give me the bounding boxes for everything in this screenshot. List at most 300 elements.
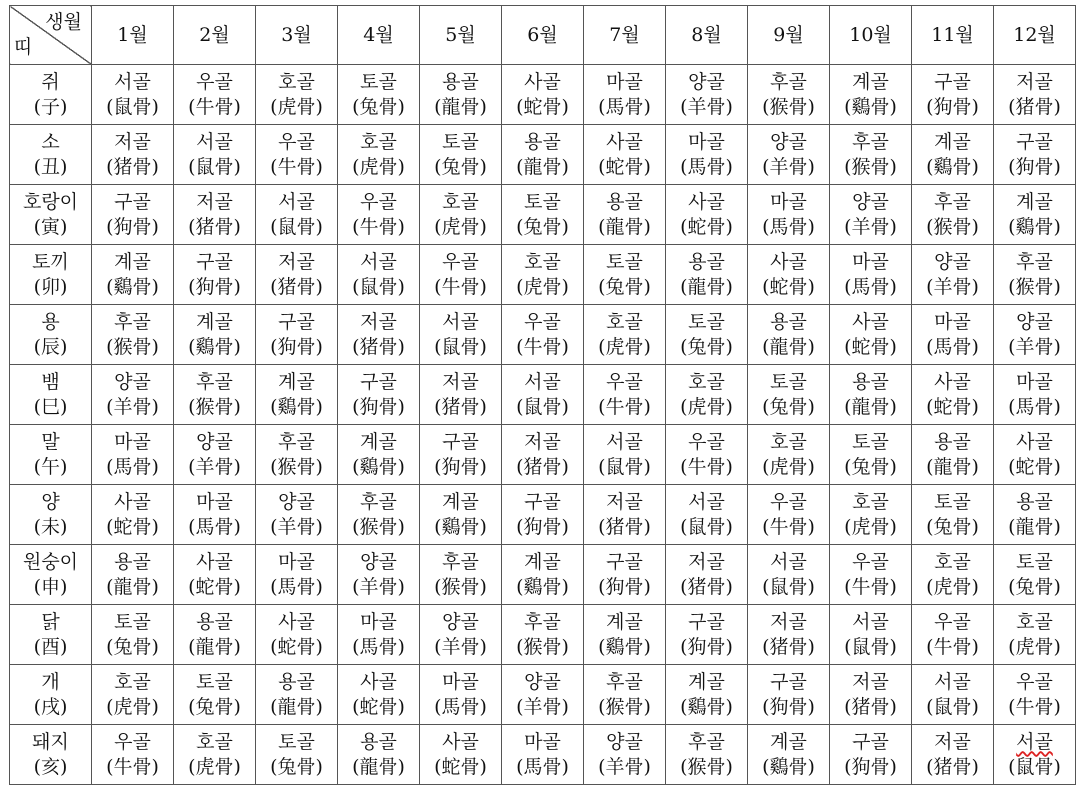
bone-name: 서골: [934, 670, 971, 693]
bone-hanja: (猴骨): [1008, 275, 1061, 298]
bone-name: 용골: [606, 190, 643, 213]
month-header: 5월: [420, 6, 502, 65]
zodiac-hanja: (辰): [33, 335, 68, 358]
bone-cell: [748, 605, 830, 665]
bone-hanja: (猴骨): [352, 515, 405, 538]
zodiac-cell: [10, 665, 92, 725]
bone-hanja: (鷄骨): [598, 635, 651, 658]
bone-hanja: (羊骨): [1008, 335, 1061, 358]
bone-hanja: (猴骨): [844, 155, 897, 178]
bone-name: 양골: [934, 250, 971, 273]
bone-cell: [338, 425, 420, 485]
bone-name: 계골: [278, 370, 315, 393]
bone-name: 계골: [360, 430, 397, 453]
bone-hanja: (牛骨): [926, 635, 979, 658]
bone-cell: [830, 425, 912, 485]
bone-hanja: (猴骨): [106, 335, 159, 358]
bone-hanja: (猪骨): [516, 455, 569, 478]
bone-cell: [584, 245, 666, 305]
bone-cell: [338, 305, 420, 365]
bone-cell: [994, 545, 1076, 605]
bone-hanja: (猪骨): [434, 395, 487, 418]
bone-hanja: (兔骨): [762, 395, 815, 418]
bone-name: 우골: [606, 370, 643, 393]
bone-hanja: (狗骨): [352, 395, 405, 418]
bone-hanja: (狗骨): [270, 335, 323, 358]
bone-name: 후골: [114, 310, 151, 333]
zodiac-bone-table: [9, 5, 1076, 785]
bone-hanja: (兔骨): [516, 215, 569, 238]
bone-name: 사골: [1016, 430, 1053, 453]
bone-name: 용골: [770, 310, 807, 333]
bone-hanja: (鷄骨): [106, 275, 159, 298]
bone-name: 후골: [934, 190, 971, 213]
bone-cell: [994, 125, 1076, 185]
bone-hanja: (羊骨): [762, 155, 815, 178]
bone-cell: [338, 545, 420, 605]
bone-cell: [338, 725, 420, 785]
bone-hanja: (兔骨): [1008, 575, 1061, 598]
bone-hanja: (蛇骨): [844, 335, 897, 358]
bone-name: 토골: [852, 430, 889, 453]
bone-name: 저골: [524, 430, 561, 453]
bone-name: 마골: [196, 490, 233, 513]
bone-cell: [748, 305, 830, 365]
bone-cell: [584, 665, 666, 725]
bone-name: 후골: [770, 70, 807, 93]
bone-name: 서골: [114, 70, 151, 93]
bone-hanja: (兔骨): [352, 95, 405, 118]
bone-cell: [994, 185, 1076, 245]
bone-cell: [584, 365, 666, 425]
bone-name: 용골: [114, 550, 151, 573]
bone-name: 서골: [278, 190, 315, 213]
zodiac-name: 닭: [41, 610, 60, 633]
bone-name: 후골: [524, 610, 561, 633]
bone-hanja: (馬骨): [188, 515, 241, 538]
bone-name: 용골: [852, 370, 889, 393]
bone-name: 구골: [770, 670, 807, 693]
bone-hanja: (鷄骨): [844, 95, 897, 118]
bone-cell: [912, 365, 994, 425]
bone-cell: [912, 665, 994, 725]
bone-hanja: (馬骨): [434, 695, 487, 718]
bone-name: 계골: [114, 250, 151, 273]
bone-name: 구골: [852, 730, 889, 753]
bone-hanja: (猪骨): [926, 755, 979, 778]
bone-cell: [502, 725, 584, 785]
bone-cell: [256, 545, 338, 605]
bone-hanja: (馬骨): [926, 335, 979, 358]
bone-name: 용골: [1016, 490, 1053, 513]
bone-hanja: (兔骨): [926, 515, 979, 538]
bone-hanja: (鷄骨): [188, 335, 241, 358]
bone-cell: [502, 245, 584, 305]
bone-hanja: (牛骨): [844, 575, 897, 598]
bone-cell: [748, 725, 830, 785]
bone-name: 우골: [196, 70, 233, 93]
bone-cell: [748, 125, 830, 185]
bone-name: 마골: [524, 730, 561, 753]
bone-hanja: (羊骨): [434, 635, 487, 658]
bone-name: 마골: [688, 130, 725, 153]
bone-cell: [338, 125, 420, 185]
bone-hanja: (猴骨): [680, 755, 733, 778]
bone-name: 호골: [524, 250, 561, 273]
bone-name: 양골: [852, 190, 889, 213]
bone-name: 계골: [934, 130, 971, 153]
bone-name: 호골: [196, 730, 233, 753]
bone-hanja: (鼠骨): [106, 95, 159, 118]
bone-name: 양골: [770, 130, 807, 153]
bone-name: 서골: [770, 550, 807, 573]
bone-name: 양골: [1016, 310, 1053, 333]
bone-hanja: (狗骨): [844, 755, 897, 778]
bone-cell: [748, 425, 830, 485]
bone-cell: [502, 665, 584, 725]
bone-hanja: (馬骨): [516, 755, 569, 778]
bone-cell: [994, 605, 1076, 665]
zodiac-name: 쥐: [41, 70, 60, 93]
bone-cell: [420, 425, 502, 485]
bone-name: 구골: [524, 490, 561, 513]
bone-cell: [666, 245, 748, 305]
bone-hanja: (龍骨): [762, 335, 815, 358]
bone-cell: [420, 245, 502, 305]
bone-cell: [830, 725, 912, 785]
bone-cell: [830, 125, 912, 185]
bone-cell: [584, 605, 666, 665]
bone-name: 우골: [114, 730, 151, 753]
bone-hanja: (虎骨): [188, 755, 241, 778]
bone-cell: [174, 665, 256, 725]
bone-cell: [666, 305, 748, 365]
bone-name: 우골: [1016, 670, 1053, 693]
bone-name: 계골: [852, 70, 889, 93]
bone-hanja: (蛇骨): [762, 275, 815, 298]
bone-name: 저골: [1016, 70, 1053, 93]
bone-name: 양골: [278, 490, 315, 513]
bone-hanja: (牛骨): [762, 515, 815, 538]
bone-name: 우골: [524, 310, 561, 333]
bone-hanja: (馬骨): [270, 575, 323, 598]
bone-hanja: (狗骨): [188, 275, 241, 298]
bone-name: 저골: [114, 130, 151, 153]
bone-hanja: (馬骨): [106, 455, 159, 478]
bone-cell: [994, 365, 1076, 425]
month-header: 3월: [256, 6, 338, 65]
bone-cell: [748, 365, 830, 425]
bone-cell: [256, 65, 338, 125]
bone-hanja: (虎骨): [762, 455, 815, 478]
bone-cell: [174, 305, 256, 365]
bone-cell: [912, 485, 994, 545]
bone-hanja: (兔骨): [434, 155, 487, 178]
bone-cell: [420, 185, 502, 245]
zodiac-hanja: (未): [33, 515, 68, 538]
bone-name: 계골: [606, 610, 643, 633]
bone-hanja: (龍骨): [270, 695, 323, 718]
bone-hanja: (猪骨): [352, 335, 405, 358]
bone-cell: [748, 65, 830, 125]
bone-name: 호골: [770, 430, 807, 453]
bone-cell: [912, 425, 994, 485]
bone-hanja: (龍骨): [926, 455, 979, 478]
table-row: [10, 425, 1076, 485]
bone-cell: [584, 125, 666, 185]
zodiac-hanja: (丑): [33, 155, 68, 178]
bone-name: 서골: [606, 430, 643, 453]
month-header: 12월: [994, 6, 1076, 65]
bone-cell: [666, 365, 748, 425]
bone-name: 토골: [196, 670, 233, 693]
table-row: [10, 665, 1076, 725]
bone-cell: [994, 725, 1076, 785]
bone-name: 구골: [1016, 130, 1053, 153]
bone-hanja: (狗骨): [1008, 155, 1061, 178]
bone-hanja: (馬骨): [680, 155, 733, 178]
bone-name: 저골: [360, 310, 397, 333]
month-header: 9월: [748, 6, 830, 65]
bone-cell: [830, 65, 912, 125]
bone-name: 구골: [278, 310, 315, 333]
bone-hanja: (牛骨): [516, 335, 569, 358]
bone-name: 토골: [442, 130, 479, 153]
bone-name: 양골: [114, 370, 151, 393]
bone-name: 서골: [1016, 730, 1053, 753]
bone-name: 토골: [1016, 550, 1053, 573]
zodiac-cell: [10, 305, 92, 365]
bone-hanja: (猴骨): [434, 575, 487, 598]
bone-hanja: (虎骨): [680, 395, 733, 418]
bone-cell: [338, 185, 420, 245]
bone-name: 후골: [442, 550, 479, 573]
bone-name: 우골: [442, 250, 479, 273]
bone-hanja: (馬骨): [352, 635, 405, 658]
bone-name: 우골: [688, 430, 725, 453]
zodiac-hanja: (亥): [33, 755, 68, 778]
bone-hanja: (羊骨): [680, 95, 733, 118]
bone-name: 서골: [196, 130, 233, 153]
bone-cell: [666, 125, 748, 185]
bone-name: 사골: [524, 70, 561, 93]
bone-hanja: (兔骨): [598, 275, 651, 298]
bone-name: 사골: [278, 610, 315, 633]
bone-hanja: (馬骨): [844, 275, 897, 298]
bone-cell: [748, 545, 830, 605]
corner-header-cell: [10, 6, 92, 65]
bone-hanja: (馬骨): [1008, 395, 1061, 418]
bone-cell: [994, 65, 1076, 125]
bone-cell: [338, 485, 420, 545]
bone-name: 구골: [196, 250, 233, 273]
bone-name: 후골: [1016, 250, 1053, 273]
month-header: 11월: [912, 6, 994, 65]
zodiac-cell: [10, 185, 92, 245]
bone-cell: [748, 245, 830, 305]
zodiac-cell: [10, 725, 92, 785]
bone-name: 서골: [360, 250, 397, 273]
bone-hanja: (猴骨): [762, 95, 815, 118]
bone-cell: [338, 665, 420, 725]
bone-name: 계골: [1016, 190, 1053, 213]
zodiac-name: 용: [41, 310, 60, 333]
month-header: 6월: [502, 6, 584, 65]
bone-name: 호골: [688, 370, 725, 393]
bone-cell: [830, 245, 912, 305]
bone-cell: [174, 605, 256, 665]
table-row: [10, 485, 1076, 545]
bone-name: 용골: [442, 70, 479, 93]
bone-cell: [912, 605, 994, 665]
bone-cell: [256, 185, 338, 245]
bone-name: 저골: [852, 670, 889, 693]
bone-cell: [502, 545, 584, 605]
zodiac-cell: [10, 605, 92, 665]
bone-hanja: (鷄骨): [434, 515, 487, 538]
bone-cell: [666, 605, 748, 665]
bone-cell: [502, 185, 584, 245]
header-row: [10, 6, 1076, 65]
bone-cell: [338, 245, 420, 305]
bone-cell: [666, 425, 748, 485]
bone-hanja: (牛骨): [680, 455, 733, 478]
bone-hanja: (虎骨): [106, 695, 159, 718]
bone-name: 마골: [114, 430, 151, 453]
bone-cell: [256, 725, 338, 785]
bone-cell: [994, 425, 1076, 485]
bone-hanja: (龍骨): [434, 95, 487, 118]
bone-name: 마골: [1016, 370, 1053, 393]
bone-hanja: (猪骨): [188, 215, 241, 238]
bone-cell: [174, 245, 256, 305]
bone-cell: [912, 305, 994, 365]
bone-cell: [584, 545, 666, 605]
zodiac-name: 양: [41, 490, 60, 513]
bone-cell: [92, 485, 174, 545]
bone-cell: [502, 425, 584, 485]
bone-cell: [666, 725, 748, 785]
zodiac-name: 소: [41, 130, 60, 153]
table-row: [10, 365, 1076, 425]
bone-hanja: (蛇骨): [926, 395, 979, 418]
zodiac-hanja: (卯): [33, 275, 68, 298]
bone-name: 양골: [360, 550, 397, 573]
bone-name: 후골: [688, 730, 725, 753]
bone-cell: [256, 125, 338, 185]
bone-cell: [92, 605, 174, 665]
bone-hanja: (蛇骨): [598, 155, 651, 178]
bone-cell: [912, 125, 994, 185]
bone-cell: [420, 665, 502, 725]
bone-hanja: (龍骨): [188, 635, 241, 658]
bone-name: 우골: [852, 550, 889, 573]
bone-hanja: (羊骨): [188, 455, 241, 478]
zodiac-name: 뱀: [41, 370, 60, 393]
zodiac-hanja: (巳): [33, 395, 68, 418]
bone-name: 양골: [196, 430, 233, 453]
bone-cell: [666, 545, 748, 605]
bone-cell: [502, 305, 584, 365]
bone-cell: [420, 125, 502, 185]
bone-name: 호골: [442, 190, 479, 213]
bone-hanja: (蛇骨): [434, 755, 487, 778]
bone-name: 용골: [196, 610, 233, 633]
bone-hanja: (鷄骨): [352, 455, 405, 478]
table-row: [10, 245, 1076, 305]
bone-cell: [502, 605, 584, 665]
bone-name: 구골: [606, 550, 643, 573]
bone-name: 저골: [196, 190, 233, 213]
bone-hanja: (鼠骨): [598, 455, 651, 478]
bone-cell: [174, 485, 256, 545]
bone-name: 서골: [852, 610, 889, 633]
bone-hanja: (虎骨): [352, 155, 405, 178]
bone-cell: [92, 545, 174, 605]
bone-cell: [256, 605, 338, 665]
bone-cell: [420, 305, 502, 365]
bone-cell: [92, 725, 174, 785]
bone-cell: [92, 365, 174, 425]
bone-hanja: (虎骨): [516, 275, 569, 298]
zodiac-hanja: (戌): [33, 695, 68, 718]
bone-hanja: (羊骨): [270, 515, 323, 538]
bone-name: 계골: [688, 670, 725, 693]
bone-hanja: (鼠骨): [352, 275, 405, 298]
table-row: [10, 545, 1076, 605]
bone-hanja: (猪骨): [844, 695, 897, 718]
bone-name: 마골: [606, 70, 643, 93]
table-row: [10, 65, 1076, 125]
bone-hanja: (兔骨): [188, 695, 241, 718]
bone-cell: [584, 305, 666, 365]
bone-cell: [92, 125, 174, 185]
bone-hanja: (牛骨): [598, 395, 651, 418]
bone-name: [994, 730, 1075, 755]
bone-cell: [502, 125, 584, 185]
bone-hanja: (牛骨): [1008, 695, 1061, 718]
bone-cell: [256, 425, 338, 485]
bone-hanja: (牛骨): [106, 755, 159, 778]
bone-name: 토골: [114, 610, 151, 633]
bone-name: 양골: [524, 670, 561, 693]
bone-cell: [912, 545, 994, 605]
bone-cell: [994, 665, 1076, 725]
bone-name: 토골: [770, 370, 807, 393]
bone-cell: [174, 125, 256, 185]
bone-name: 우골: [934, 610, 971, 633]
zodiac-hanja: (酉): [33, 635, 68, 658]
bone-name: 저골: [442, 370, 479, 393]
bone-hanja: (龍骨): [1008, 515, 1061, 538]
bone-name: 호골: [1016, 610, 1053, 633]
bone-name: 사골: [360, 670, 397, 693]
bone-name: 사골: [114, 490, 151, 513]
bone-hanja: (馬骨): [598, 95, 651, 118]
bone-name: 호골: [360, 130, 397, 153]
zodiac-hanja: (寅): [33, 215, 68, 238]
bone-name: 토골: [360, 70, 397, 93]
bone-cell: [912, 725, 994, 785]
bone-hanja: (牛骨): [352, 215, 405, 238]
bone-cell: [420, 65, 502, 125]
bone-hanja: (虎骨): [270, 95, 323, 118]
bone-cell: [256, 305, 338, 365]
bone-hanja: (馬骨): [762, 215, 815, 238]
bone-hanja: (蛇骨): [270, 635, 323, 658]
bone-cell: [502, 485, 584, 545]
bone-cell: [92, 245, 174, 305]
